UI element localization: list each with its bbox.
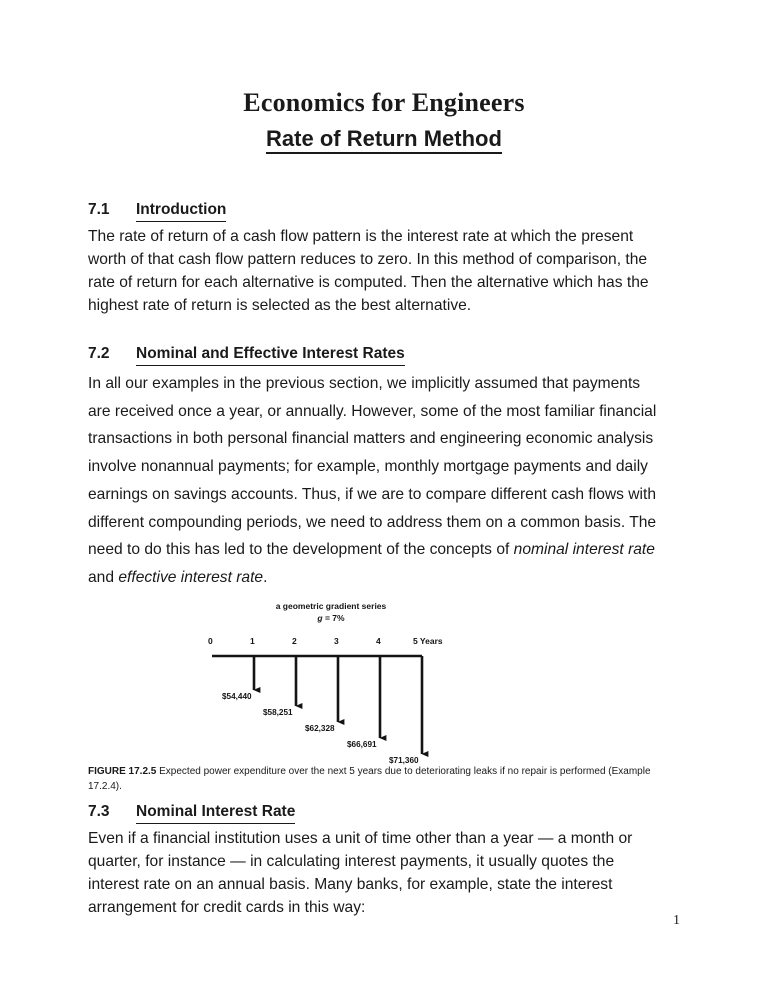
section-7-1-heading [88,200,666,222]
figure-heading-line2 [206,612,456,624]
figure-heading-line1: a geometric gradient series [275,600,387,611]
figure-heading [206,600,456,625]
tick-label-4: 4 [376,635,381,646]
amount-label-year-3: $62,328 [305,723,335,733]
term-effective-interest-rate: effective interest rate [118,569,264,587]
amount-label-year-2: $58,251 [263,707,293,717]
cash-flow-svg [198,635,578,758]
section-7-1-body: The rate of return of a cash flow pattern is the interest rate at which the present worth of that cash flow pattern reduces to zero. In this method of comparison, the rate of return for each alternative is computed. Then the alternative which has the highest rate of return is selected as the best alternative. [88,228,649,314]
gradient-symbol: g [317,613,323,624]
figure-caption-label: FIGURE 17.2.5 [88,765,157,777]
section-7-3 [88,794,666,920]
figure-cash-flow-diagram [88,600,666,765]
tick-label-2: 2 [292,635,297,646]
section-7-2-heading [88,344,666,366]
tick-label-1: 1 [250,635,255,646]
tick-label-0: 0 [208,635,213,646]
amount-label-year-5: $71,360 [389,755,419,765]
amount-label-year-4: $66,691 [347,739,377,749]
document-title: Economics for Engineers [243,88,525,117]
term-nominal-interest-rate: nominal interest rate [513,541,655,559]
gradient-rate: = 7% [322,613,345,624]
section-7-2-body-end: . [263,569,268,587]
tick-label-3: 3 [334,635,339,646]
tick-label-5-years: 5 Years [413,635,443,646]
section-7-1 [88,0,666,318]
section-7-1-title: Introduction [136,200,226,222]
section-7-2-title: Nominal and Effective Interest Rates [136,344,405,366]
section-7-2-body [88,366,666,592]
figure-caption [88,760,666,794]
figure-inner [198,600,578,765]
section-7-2 [88,318,666,592]
section-7-3-heading [88,802,666,824]
figure-caption-text: Expected power expenditure over the next 5 years due to deteriorating leaks if no repair is performed (Example 17.2.4). [88,765,651,792]
section-7-1-number: 7.1 [88,201,110,218]
amount-label-year-1: $54,440 [222,691,252,701]
section-7-3-title: Nominal Interest Rate [136,802,295,824]
document-body [88,0,666,920]
cash-flow-axis [198,635,578,765]
section-7-2-body-mid: and [88,569,119,587]
page-number: 1 [673,913,680,928]
document-subtitle-text: Rate of Return Method [266,126,502,154]
section-7-2-body-part1: In all our examples in the previous section, we implicitly assumed that payments are received once a year, or annually. However, some of the most familiar financial transactions in both personal financial matters and engineering economic analysis involve nonannual payments; for example, monthly mortgage payments and daily earnings on savings accounts. Thus, if we are to compare different cash flows with different compounding periods, we need to address them on a common basis. The need to do this has led to the development of the concepts of [88,374,657,559]
section-7-3-body: Even if a financial institution uses a unit of time other than a year — a month or quarter, for instance — in calculating interest payments, it usually quotes the interest rate on an annual basis. Many banks, for example, state the interest arrangement for credit cards in this way: [88,830,633,916]
section-7-3-number: 7.3 [88,802,110,820]
section-7-2-number: 7.2 [88,344,110,362]
